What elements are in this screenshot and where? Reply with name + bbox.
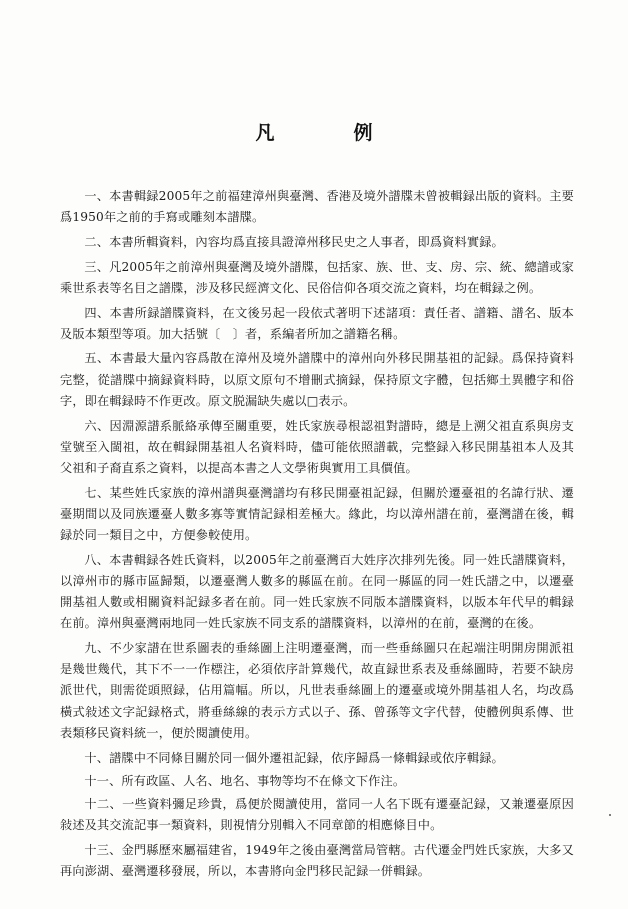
margin-speck: [609, 814, 611, 816]
rule-paragraph-6: 六、因淵源譜系脈絡承傳至關重要，姓氏家族尋根認祖對譜時，總是上溯父祖直系與房支堂號至入閩祖，故在輯録開基祖人名資料時，儘可能依照譜載，完整録入移民開基祖本人及其父祖和子裔直系之資料，以提高本書之人文學術與實用工具價值。: [60, 418, 574, 475]
rule-paragraph-13: 十三、金門縣歷來屬福建省，1949年之後由臺灣當局管轄。古代遷金門姓氏家族，大多又再向澎湖、臺灣遷移發展，所以，本書將向金門移民記録一併輯録。: [60, 842, 574, 879]
rule-paragraph-2: 二、本書所輯資料，內容均爲直接具證漳州移民史之人事者，即爲資料實録。: [84, 234, 504, 249]
rule-paragraph-5: 五、本書最大量內容爲散在漳州及境外譜牒中的漳州向外移民開基祖的記録。爲保持資料完整，從譜牒中摘録資料時，以原文原句不增刪式摘録，保持原文字體，包括鄉土異體字和俗字，即在輯録時不作更改。原文脱漏缺失處以□表示。: [60, 351, 574, 408]
rule-paragraph-10: 十、譜牒中不同條目關於同一個外遷祖記録，依序歸爲一條輯録或依序輯録。: [84, 750, 504, 765]
rule-paragraph-9: 九、不少家譜在世系圖表的垂絲圖上注明遷臺灣，而一些垂絲圖只在起端注明開房開派祖是幾世幾代，其下不一一作標注，必須依序計算幾代，故直録世系表及垂絲圖時，若要不缺房派世代，則需從頭照録，佔用篇幅。所以，凡世表垂絲圖上的遷臺或境外開基祖人名，均改爲橫式敍述文字記録格式，將垂絲線的表示方式以子、孫、曾孫等文字代替，使體例與系傳、世表類移民資料統一，便於閱讀使用。: [60, 641, 574, 740]
rule-paragraph-8: 八、本書輯録各姓氏資料，以2005年之前臺灣百大姓序次排列先後。同一姓氏譜牒資料，以漳州市的縣市區歸類，以遷臺灣人數多的縣區在前。在同一縣區的同一姓氏譜之中，以遷臺開基祖人數或相關資料記録多者在前。同一姓氏家族不同版本譜牒資料，以版本年代早的輯録在前。漳州與臺灣兩地同一姓氏家族不同支系的譜牒資料，以漳州的在前，臺灣的在後。: [60, 552, 574, 631]
page-title: 凡 例: [255, 122, 403, 144]
rule-paragraph-4: 四、本書所録譜牒資料，在文後另起一段依式著明下述諸項：責任者、譜籍、譜名、版本及版本類型等項。加大括號〔 〕者，系編者所加之譜籍名稱。: [60, 305, 574, 341]
document-body: [60, 186, 574, 886]
rule-paragraph-1: 一、本書輯録2005年之前福建漳州與臺灣、香港及境外譜牒未曾被輯録出版的資料。主要爲1950年之前的手寫或雕刻本譜牒。: [60, 189, 574, 225]
rule-paragraph-12: 十二、一些資料彌足珍貴，爲便於閱讀使用，當同一人名下既有遷臺記録，又兼遷臺原因敍述及其交流記事一類資料，則視情分別輯入不同章節的相應條目中。: [60, 796, 574, 833]
rule-paragraph-11: 十一、所有政區、人名、地名、事物等均不在條文下作注。: [84, 773, 406, 788]
rule-paragraph-7: 七、某些姓氏家族的漳州譜與臺灣譜均有移民開臺祖記録，但關於遷臺祖的名諱行狀、遷臺期間以及同族遷臺人數多寡等實情記録相差極大。緣此，均以漳州譜在前，臺灣譜在後，輯録於同一類目之中，方便參較使用。: [60, 485, 574, 543]
rule-paragraph-3: 三、凡2005年之前漳州與臺灣及境外譜牒，包括家、族、世、支、房、宗、統、總譜或家乘世系表等名目之譜牒，涉及移民經濟文化、民俗信仰各項交流之資料，均在輯録之例。: [60, 259, 574, 295]
